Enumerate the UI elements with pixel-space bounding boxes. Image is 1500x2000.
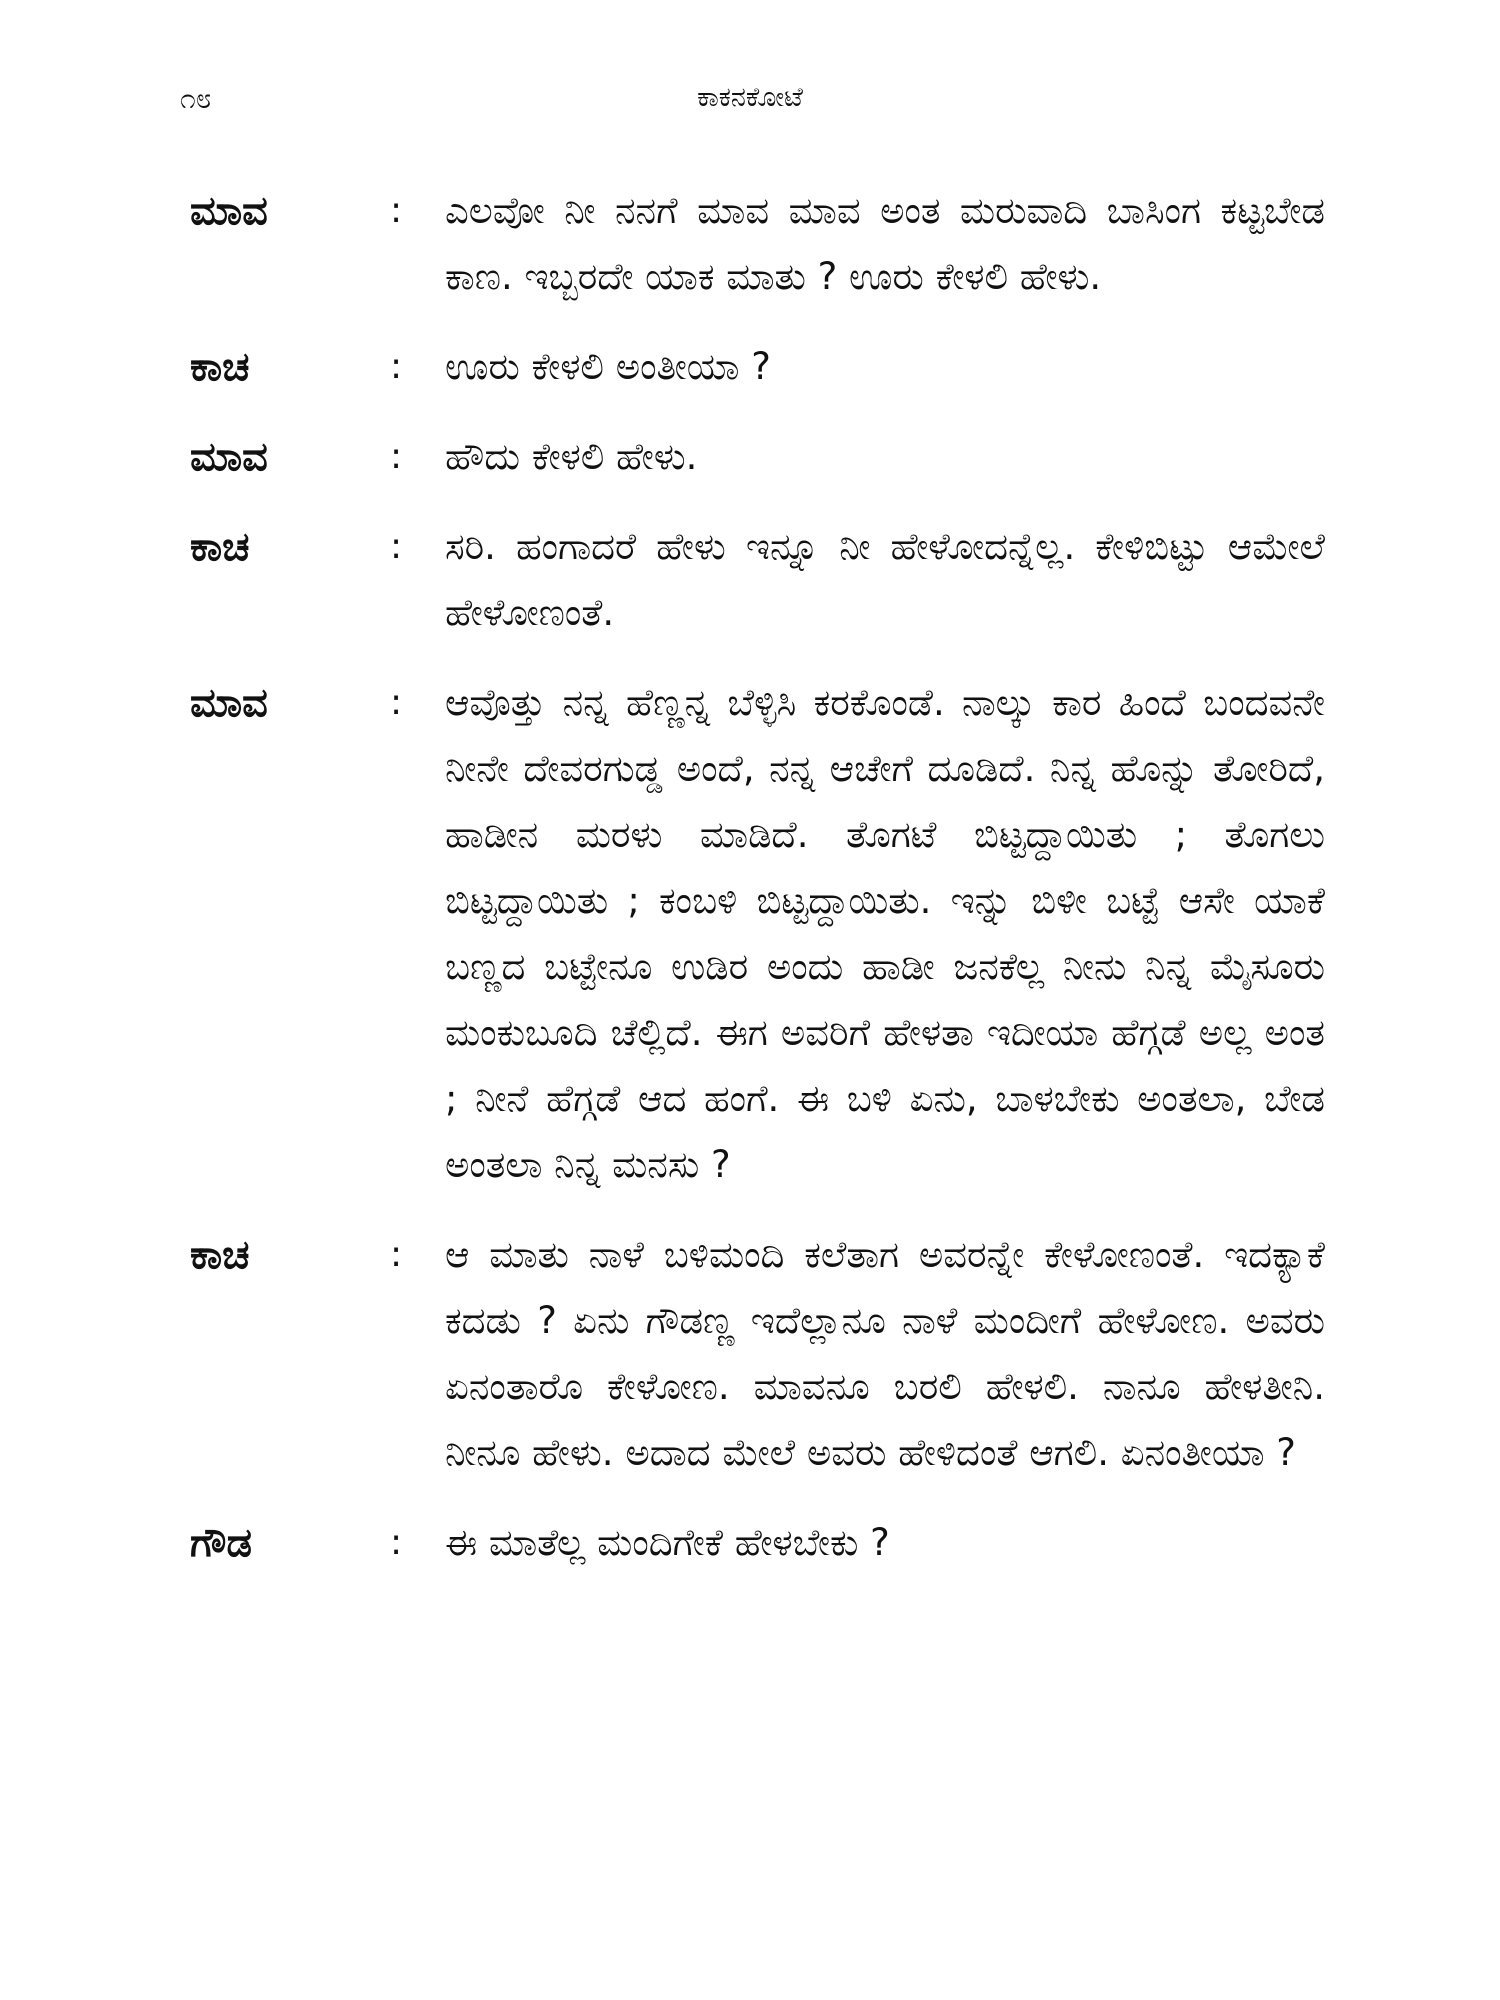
speaker-name: ಮಾವ — [190, 188, 268, 234]
speaker-name: ಕಾಚ — [190, 344, 250, 390]
speaker-name: ಕಾಚ — [190, 524, 250, 570]
speaker-colon: : — [390, 346, 403, 387]
speech-text: ಈ ಮಾತೆಲ್ಲ ಮಂದಿಗೇಕೆ ಹೇಳಬೇಕು ? — [445, 1521, 890, 1564]
speaker-name: ಮಾವ — [190, 680, 268, 726]
speaker-colon: : — [390, 682, 403, 723]
page-header — [0, 82, 1500, 122]
speaker-colon: : — [390, 1234, 403, 1275]
speaker-colon: : — [390, 190, 403, 231]
speech-text: ಸರಿ. ಹಂಗಾದರೆ ಹೇಳು ಇನ್ನೂ ನೀ ಹೇಳೋದನ್ನೆಲ್ಲ. ಕೇಳಿಬಿಟ್ಟು ಆಮೇಲೆ ಹೇಳೋಣಂತೆ. — [445, 525, 1325, 634]
speaker-colon: : — [390, 436, 403, 477]
speech-text: ಊರು ಕೇಳಲಿ ಅಂತೀಯಾ ? — [445, 345, 771, 388]
dialogue-turn — [190, 670, 1340, 1198]
speaker-colon: : — [390, 1522, 403, 1563]
speech-text: ಆವೊತ್ತು ನನ್ನ ಹೆಣ್ಣನ್ನ ಬೆಳ್ಳಿಸಿ ಕರಕೊಂಡೆ. ನಾಲ್ಕು ಕಾರ ಹಿಂದೆ ಬಂದವನೇ ನೀನೇ ದೇವರಗುಡ್ಡ ಅಂದೆ, ನನ್ನ ಆಚೇಗೆ ದೂಡಿದೆ. ನಿನ್ನ ಹೊನ್ನು ತೋರಿದೆ, ಹಾಡೀನ ಮರಳು ಮಾಡಿದೆ. ತೊಗಟೆ ಬಿಟ್ಟದ್ದಾಯಿತು ; ತೊಗಲು ಬಿಟ್ಟದ್ದಾಯಿತು ; ಕಂಬಳಿ ಬಿಟ್ಟದ್ದಾಯಿತು. ಇನ್ನು ಬಿಳೀ ಬಟ್ಟೆ ಆಸೇ ಯಾಕೆ ಬಣ್ಣದ ಬಟ್ಟೇನೂ ಉಡಿರ ಅಂದು ಹಾಡೀ ಜನಕೆಲ್ಲ ನೀನು ನಿನ್ನ ಮೈಸೂರು ಮಂಕುಬೂದಿ ಚೆಲ್ಲಿದೆ. ಈಗ ಅವರಿಗೆ ಹೇಳತಾ ಇದೀಯಾ ಹೆಗ್ಗಡೆ ಅಲ್ಲ ಅಂತ ; ನೀನೆ ಹೆಗ್ಗಡೆ ಆದ ಹಂಗೆ. ಈ ಬಳಿ ಏನು, ಬಾಳಬೇಕು ಅಂತಲಾ, ಬೇಡ ಅಂತಲಾ ನಿನ್ನ ಮನಸು ? — [445, 681, 1325, 1186]
speaker-colon: : — [390, 526, 403, 567]
dialogue-turn — [190, 334, 1340, 400]
speech-text: ಹೌದು ಕೇಳಲಿ ಹೇಳು. — [445, 435, 698, 478]
dialogue-turn — [190, 424, 1340, 490]
dialogue-turn — [190, 178, 1340, 310]
running-title: ಕಾಕನಕೋಟೆ — [697, 82, 803, 113]
speech-text: ಎಲವೋ ನೀ ನನಗೆ ಮಾವ ಮಾವ ಅಂತ ಮರುವಾದಿ ಬಾಸಿಂಗ ಕಟ್ಟಬೇಡ ಕಾಣ. ಇಬ್ಬರದೇ ಯಾಕ ಮಾತು ? ಊರು ಕೇಳಲಿ ಹೇಳು. — [445, 189, 1325, 298]
speaker-name: ಮಾವ — [190, 434, 268, 480]
speaker-name: ಕಾಚ — [190, 1232, 250, 1278]
dialogue-turn — [190, 1510, 1340, 1576]
dialogue-turn — [190, 1222, 1340, 1486]
dialogue — [190, 178, 1340, 1600]
page-number: ೧೮ — [180, 82, 212, 115]
dialogue-turn — [190, 514, 1340, 646]
speech-text: ಆ ಮಾತು ನಾಳೆ ಬಳಿಮಂದಿ ಕಲೆತಾಗ ಅವರನ್ನೇ ಕೇಳೋಣಂತೆ. ಇದಕ್ಯಾಕೆ ಕದಡು ? ಏನು ಗೌಡಣ್ಣ ಇದೆಲ್ಲಾನೂ ನಾಳೆ ಮಂದೀಗೆ ಹೇಳೋಣ. ಅವರು ಏನಂತಾರೊ ಕೇಳೋಣ. ಮಾವನೂ ಬರಲಿ ಹೇಳಲಿ. ನಾನೂ ಹೇಳತೀನಿ. ನೀನೂ ಹೇಳು. ಅದಾದ ಮೇಲೆ ಅವರು ಹೇಳಿದಂತೆ ಆಗಲಿ. ಏನಂತೀಯಾ ? — [445, 1233, 1325, 1474]
speaker-name: ಗೌಡ — [190, 1520, 252, 1566]
